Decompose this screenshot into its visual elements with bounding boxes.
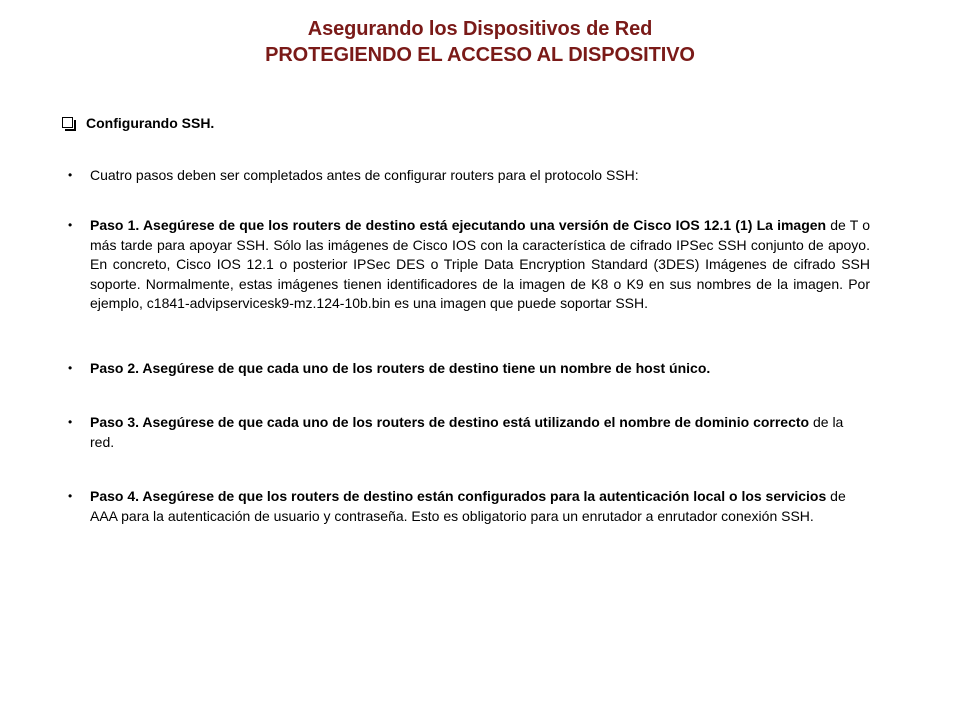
slide-title [0, 16, 960, 68]
bullet-text [90, 216, 870, 314]
bullet-bold-text: Paso 2. Asegúrese de que cada uno de los routers de destino tiene un nombre de host único. [90, 360, 711, 376]
bullet-plain-text: de AAA para la autenticación de usuario y contraseña. Esto es obligatorio para un enrutador a enrutador conexión SSH. [90, 488, 846, 524]
title-line-1: Asegurando los Dispositivos de Red [307, 18, 653, 40]
bullet-plain-text: Cuatro pasos deben ser completados antes de configurar routers para el protocolo SSH: [90, 167, 639, 183]
title-line-2: PROTEGIENDO EL ACCESO AL DISPOSITIVO [265, 44, 695, 66]
bullet-dot-icon: • [68, 361, 73, 375]
section-heading [62, 114, 214, 132]
bullet-plain-text: de la red. [90, 414, 844, 450]
bullet-bold-text: Paso 3. Asegúrese de que cada uno de los routers de destino está utilizando el nombre de dominio correcto [90, 414, 810, 430]
bullet-dot-icon: • [68, 168, 73, 182]
bullet-dot-icon: • [68, 489, 73, 503]
bullet-text [90, 413, 870, 452]
checkbox-bullet-icon [62, 117, 74, 129]
bullet-dot-icon: • [68, 218, 73, 232]
bullet-bold-text: Paso 4. Asegúrese de que los routers de destino están configurados para la autenticación local o los servicios [90, 488, 827, 504]
bullet-text [90, 359, 870, 379]
bullet-plain-text: de T o más tarde para apoyar SSH. Sólo las imágenes de Cisco IOS con la característica de cifrado IPSec SSH conjunto de apoyo. En concreto, Cisco IOS 12.1 o posterior IPSec DES o Triple Data Encryption Standard (3DES) Imágenes de cifrado SSH soporte. Normalmente, estas imágenes tienen identificadores de la imagen de K8 o K9 en sus nombres de la imagen. Por ejemplo, c1841-advipservicesk9-mz.124-10b.bin es una imagen que puede soportar SSH. [90, 217, 870, 311]
bullet-text [90, 487, 870, 526]
bullet-bold-text: Paso 1. Asegúrese de que los routers de destino está ejecutando una versión de Cisco IOS 12.1 (1) La imagen [90, 217, 827, 233]
bullet-text [90, 166, 870, 186]
section-heading-text: Configurando SSH. [86, 115, 215, 131]
bullet-dot-icon: • [68, 415, 73, 429]
